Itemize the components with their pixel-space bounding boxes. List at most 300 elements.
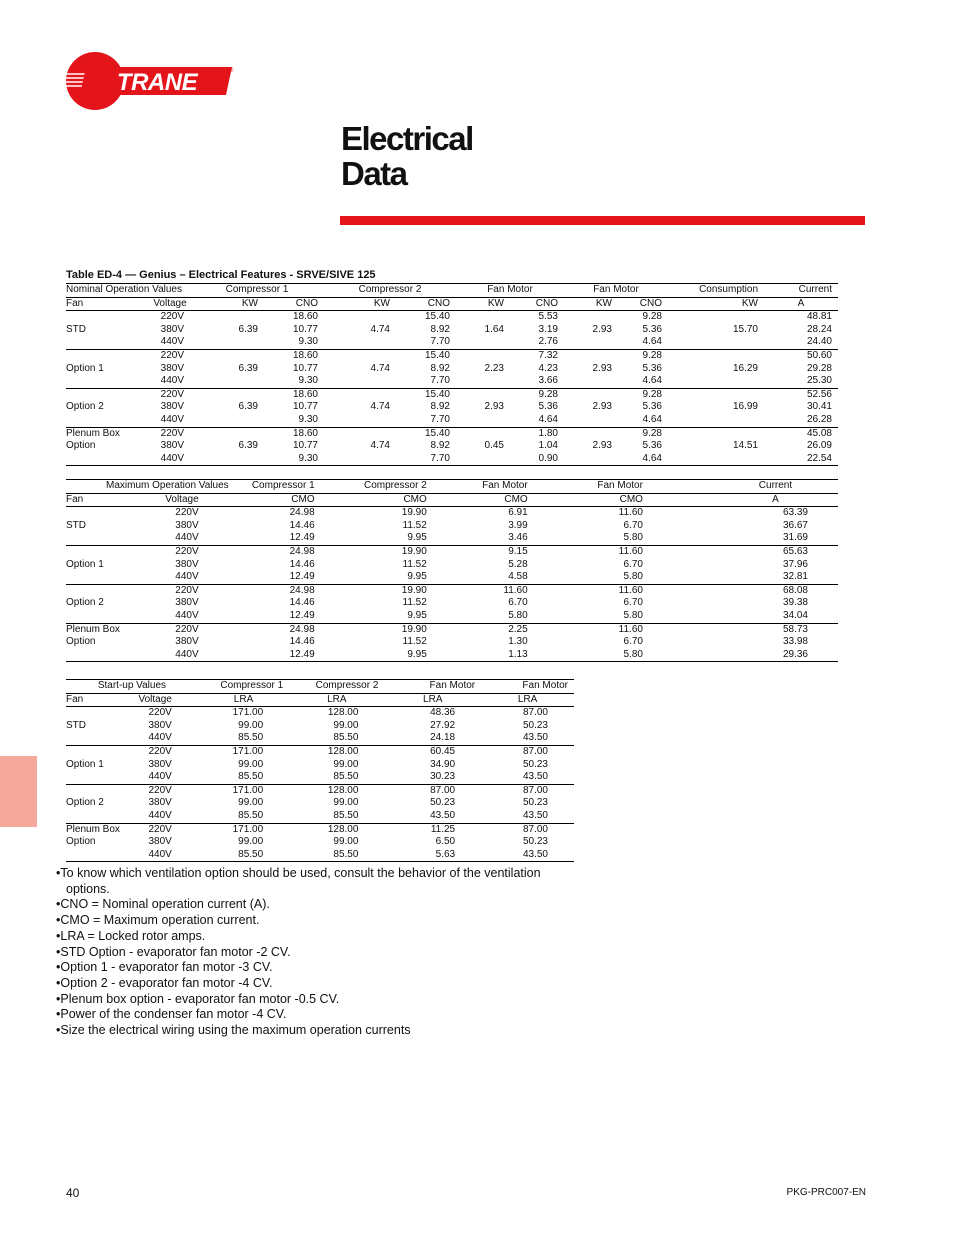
table-cell: 6.91: [457, 507, 558, 520]
table-cell: Fan: [66, 297, 150, 311]
table-cell: Fan: [66, 693, 138, 707]
table-cell: 24.98: [229, 623, 345, 636]
table-cell: 440V: [175, 571, 199, 583]
table-cell: 1.64: [484, 323, 504, 335]
table-cell: 7.70: [430, 413, 450, 425]
table-cell: 9.28: [618, 427, 668, 440]
nominal-operation-table: [66, 283, 838, 466]
table-cell: 24.98: [229, 584, 345, 597]
table-cell: 9.30: [298, 336, 318, 348]
table-cell: [66, 571, 155, 584]
table-cell: 31.69: [782, 532, 808, 544]
title-accent-bar: [340, 216, 865, 225]
table-cell: [668, 427, 764, 440]
table-cell: 99.00: [333, 797, 359, 809]
table-cell: 4.64: [618, 453, 668, 466]
table-cell: 0.45: [484, 440, 504, 452]
table-cell: 220V: [155, 584, 229, 597]
table-cell: 85.50: [198, 849, 289, 862]
table-row: [66, 520, 838, 533]
table-cell: 99.00: [333, 836, 359, 848]
table-cell: 43.50: [522, 732, 548, 744]
table-cell: 15.40: [396, 349, 456, 362]
table-cell: [668, 336, 764, 349]
table-cell: Plenum Box: [66, 427, 150, 440]
table-cell: 22.54: [764, 453, 838, 466]
table-cell: [66, 349, 150, 362]
table-cell: Compressor 1: [190, 284, 324, 298]
table-cell: 220V: [138, 707, 197, 720]
table-cell: 33.98: [782, 636, 808, 648]
table-cell: 63.39: [673, 507, 838, 520]
table-cell: KW: [564, 297, 618, 311]
table-cell: 440V: [148, 732, 172, 744]
table-cell: STD: [66, 519, 86, 531]
table-cell: Option 2: [66, 797, 104, 809]
table-cell: 87.00: [384, 784, 481, 797]
table-cell: 2.93: [484, 401, 504, 413]
table-cell: 0.90: [510, 453, 564, 466]
table-cell: 11.25: [384, 823, 481, 836]
table-cell: Fan: [66, 493, 155, 507]
logo-wordmark: TRANE: [116, 69, 198, 96]
table-cell: 12.49: [289, 571, 315, 583]
table-cell: CNO: [618, 297, 668, 311]
table-cell: 87.00: [481, 707, 574, 720]
table-cell: Fan Motor: [457, 480, 558, 494]
table-cell: 6.39: [238, 401, 258, 413]
table-cell: 9.30: [298, 413, 318, 425]
table-cell: 85.50: [238, 809, 264, 821]
table-cell: 1.04: [538, 440, 558, 452]
table-row: [66, 440, 838, 453]
table-cell: 3.19: [538, 323, 558, 335]
table-cell: 2.93: [592, 401, 612, 413]
table-cell: 380V: [160, 440, 184, 452]
table-cell: 380V: [175, 597, 199, 609]
table-cell: Option 2: [66, 597, 104, 609]
table-row: [66, 559, 838, 572]
table-cell: Compressor 1: [198, 680, 289, 694]
table-cell: Voltage: [150, 297, 190, 311]
table-cell: Option: [66, 636, 96, 648]
table-cell: [66, 545, 155, 558]
table-cell: [66, 453, 150, 466]
table-cell: [564, 375, 618, 388]
table-cell: Fan Motor: [564, 284, 668, 298]
table-cell: 4.74: [370, 401, 390, 413]
table-cell: 39.38: [782, 597, 808, 609]
table-cell: Compressor 2: [324, 284, 456, 298]
table-cell: 440V: [148, 809, 172, 821]
table-cell: 128.00: [289, 707, 384, 720]
table-cell: 1.30: [508, 636, 528, 648]
maximum-operation-table: [66, 479, 838, 662]
table-cell: LRA: [384, 693, 481, 707]
table-cell: 380V: [160, 323, 184, 335]
table-cell: 15.40: [396, 388, 456, 401]
table-cell: [66, 732, 138, 745]
table-cell: 220V: [150, 427, 190, 440]
table-cell: 4.64: [642, 413, 662, 425]
table-row: [66, 545, 838, 558]
section-side-tab: [0, 756, 37, 827]
table-cell: 380V: [160, 362, 184, 374]
table-cell: 4.74: [370, 362, 390, 374]
table-cell: 14.51: [732, 440, 758, 452]
table-cell: 18.60: [264, 311, 324, 324]
table-cell: 9.15: [457, 545, 558, 558]
table-cell: 5.28: [508, 558, 528, 570]
table-cell: 27.92: [430, 719, 456, 731]
table-cell: KW: [668, 297, 764, 311]
table-cell: 1.80: [510, 427, 564, 440]
table-cell: 30.41: [806, 401, 832, 413]
table-cell: 50.23: [522, 758, 548, 770]
note-item: • Power of the condenser fan motor -4 CV.: [56, 1007, 576, 1023]
table-cell: Option 1: [66, 758, 104, 770]
table-cell: 24.18: [430, 732, 456, 744]
table-cell: 11.60: [558, 507, 673, 520]
table-row: [66, 797, 574, 810]
table-cell: [456, 336, 510, 349]
table-cell: 85.50: [289, 849, 384, 862]
table-row: [66, 349, 838, 362]
table-cell: 11.52: [402, 519, 427, 531]
table-cell: 440V: [138, 849, 197, 862]
table-cell: Option 1: [66, 558, 104, 570]
table-row: [66, 597, 838, 610]
table-cell: [66, 375, 150, 388]
table-cell: 26.28: [806, 413, 832, 425]
table-cell: 171.00: [198, 707, 289, 720]
table-row: [66, 836, 574, 849]
table-cell: Maximum Operation Values: [66, 480, 229, 494]
table-cell: 6.50: [435, 836, 456, 848]
table-cell: 128.00: [289, 745, 384, 758]
svg-text:®: ®: [229, 68, 234, 74]
table-cell: 85.50: [333, 771, 359, 783]
table-cell: 29.28: [806, 362, 832, 374]
table-row: [66, 720, 574, 733]
table-cell: 128.00: [289, 823, 384, 836]
table-row: [66, 532, 838, 545]
note-item: • CNO = Nominal operation current (A).: [56, 897, 576, 913]
table-cell: 65.63: [673, 545, 838, 558]
table-row: [66, 363, 838, 376]
note-item: • Option 2 - evaporator fan motor -4 CV.: [56, 976, 576, 992]
table-cell: [324, 427, 396, 440]
table-cell: [456, 453, 510, 466]
table-cell: LRA: [481, 693, 574, 707]
table-row: [66, 810, 574, 823]
table-cell: 2.23: [484, 362, 504, 374]
table-sub-header: [66, 493, 838, 507]
table-cell: 11.52: [402, 558, 427, 570]
table-sub-header: [66, 297, 838, 311]
table-cell: LRA: [289, 693, 384, 707]
table-cell: 380V: [175, 519, 199, 531]
table-cell: 14.46: [289, 636, 315, 648]
table-cell: 50.23: [522, 797, 548, 809]
table-cell: [456, 311, 510, 324]
table-cell: 128.00: [289, 784, 384, 797]
table-cell: 16.29: [732, 362, 758, 374]
table-cell: [564, 349, 618, 362]
table-cell: [190, 453, 264, 466]
table-cell: Option 2: [66, 401, 104, 413]
table-cell: 2.76: [538, 336, 558, 348]
table-cell: 50.23: [430, 797, 456, 809]
table-cell: 18.60: [264, 427, 324, 440]
table-cell: 11.60: [558, 623, 673, 636]
table-cell: 440V: [155, 649, 229, 662]
table-cell: 4.64: [538, 413, 558, 425]
table-cell: 380V: [160, 401, 184, 413]
table-cell: 8.92: [430, 323, 450, 335]
table-row: [66, 707, 574, 720]
table-cell: [324, 414, 396, 427]
document-code: PKG-PRC007-EN: [786, 1187, 866, 1198]
table-row: [66, 401, 838, 414]
table-cell: [564, 311, 618, 324]
start-up-table: [66, 679, 574, 862]
table-cell: Fan Motor: [456, 284, 564, 298]
table-row: [66, 388, 838, 401]
table-cell: 28.24: [806, 323, 832, 335]
table-cell: 30.23: [430, 771, 456, 783]
table-cell: 15.70: [732, 323, 758, 335]
table-cell: 9.28: [510, 388, 564, 401]
table-cell: Voltage: [138, 693, 197, 707]
table-cell: KW: [190, 297, 264, 311]
table-cell: [456, 349, 510, 362]
table-cell: [324, 336, 396, 349]
table-cell: 45.08: [764, 427, 838, 440]
table-cell: 171.00: [198, 745, 289, 758]
table-cell: 36.67: [782, 519, 808, 531]
table-cell: 9.28: [618, 388, 668, 401]
table-cell: 171.00: [198, 823, 289, 836]
table-cell: 9.95: [407, 609, 427, 621]
page-number: 40: [66, 1186, 80, 1200]
table-cell: [66, 336, 150, 349]
note-item: • STD Option - evaporator fan motor -2 CV.: [56, 945, 576, 961]
table-cell: 24.98: [229, 545, 345, 558]
table-cell: Fan Motor: [481, 680, 574, 694]
note-item: • Option 1 - evaporator fan motor -3 CV.: [56, 960, 576, 976]
table-cell: [190, 375, 264, 388]
table-cell: STD: [66, 323, 86, 335]
page-title: [341, 121, 473, 191]
table-cell: [564, 427, 618, 440]
table-row: [66, 623, 838, 636]
table-row: [66, 375, 838, 388]
table-cell: [564, 336, 618, 349]
table-cell: 3.99: [508, 519, 528, 531]
table-cell: 5.80: [623, 532, 643, 544]
table-cell: [190, 388, 264, 401]
table-cell: 5.36: [538, 401, 558, 413]
table-cell: 19.90: [345, 507, 457, 520]
table-cell: 48.81: [764, 311, 838, 324]
table-cell: 7.70: [430, 375, 450, 387]
table-cell: 10.77: [292, 401, 318, 413]
table-cell: 85.50: [333, 732, 359, 744]
table-cell: 52.56: [764, 388, 838, 401]
table-cell: [66, 388, 150, 401]
notes-list: [56, 866, 576, 1039]
table-cell: 19.90: [345, 545, 457, 558]
table-cell: A: [764, 297, 838, 311]
table-cell: 14.46: [289, 519, 315, 531]
table-cell: 25.30: [806, 375, 832, 387]
table-cell: 440V: [148, 771, 172, 783]
table-cell: 24.40: [806, 336, 832, 348]
table-cell: Compressor 1: [229, 480, 345, 494]
table-cell: 6.70: [623, 558, 643, 570]
table-cell: 380V: [175, 558, 199, 570]
table-cell: 50.23: [522, 836, 548, 848]
table-cell: 50.60: [764, 349, 838, 362]
table-cell: 48.36: [384, 707, 481, 720]
table-cell: [66, 414, 150, 427]
table-cell: 380V: [148, 836, 172, 848]
table-cell: Option: [66, 836, 96, 848]
table-cell: CMO: [558, 493, 673, 507]
table-cell: [456, 427, 510, 440]
table-row: [66, 571, 838, 584]
table-cell: 2.93: [592, 440, 612, 452]
table-cell: 12.49: [289, 532, 315, 544]
table-cell: [668, 375, 764, 388]
note-item: • LRA = Locked rotor amps.: [56, 929, 576, 945]
table-cell: 14.46: [289, 558, 315, 570]
table-cell: 15.40: [396, 311, 456, 324]
table-cell: 50.23: [522, 719, 548, 731]
table-row: [66, 732, 574, 745]
table-cell: STD: [66, 719, 86, 731]
table-cell: CNO: [510, 297, 564, 311]
table-row: [66, 636, 838, 649]
table-cell: 9.95: [407, 571, 427, 583]
table-cell: 2.25: [457, 623, 558, 636]
table-cell: 9.30: [264, 453, 324, 466]
note-item: • CMO = Maximum operation current.: [56, 913, 576, 929]
table-cell: 380V: [148, 797, 172, 809]
table-cell: 4.23: [538, 362, 558, 374]
table-row: [66, 823, 574, 836]
table-cell: [66, 649, 155, 662]
table-row: [66, 771, 574, 784]
table-cell: 10.77: [292, 440, 318, 452]
table-cell: [564, 453, 618, 466]
table-cell: [66, 784, 138, 797]
table-cell: 5.80: [558, 649, 673, 662]
table-cell: 220V: [138, 745, 197, 758]
table-cell: [324, 375, 396, 388]
table-cell: 85.50: [238, 771, 264, 783]
table-cell: 220V: [138, 823, 197, 836]
table-cell: 85.50: [333, 809, 359, 821]
table-cell: [66, 532, 155, 545]
page-title-line-1: Electrical: [341, 120, 473, 157]
table-group-header: [66, 284, 838, 298]
table-row: [66, 784, 574, 797]
table-cell: 380V: [148, 719, 172, 731]
table-cell: 24.98: [229, 507, 345, 520]
table-cell: 220V: [155, 545, 229, 558]
table-row: [66, 414, 838, 427]
table-cell: Current: [673, 480, 838, 494]
table-cell: 10.77: [292, 362, 318, 374]
table-cell: [66, 810, 138, 823]
table-group-header: [66, 680, 574, 694]
table-group-header: [66, 480, 838, 494]
table-cell: 9.30: [298, 375, 318, 387]
table-row: [66, 745, 574, 758]
table-cell: [456, 388, 510, 401]
table-cell: 32.81: [782, 571, 808, 583]
table-cell: [324, 453, 396, 466]
table-cell: [190, 427, 264, 440]
table-cell: 5.36: [642, 401, 662, 413]
table-cell: [66, 507, 155, 520]
table-row: [66, 336, 838, 349]
table-cell: 99.00: [333, 719, 359, 731]
table-cell: Compressor 2: [345, 480, 457, 494]
table-row: [66, 324, 838, 337]
table-cell: 5.80: [623, 609, 643, 621]
table-cell: 1.13: [457, 649, 558, 662]
table-cell: 4.64: [642, 336, 662, 348]
table-cell: 5.36: [642, 362, 662, 374]
table-row: [66, 507, 838, 520]
table-cell: [668, 388, 764, 401]
table-cell: 6.70: [623, 519, 643, 531]
table-cell: [456, 414, 510, 427]
table-cell: 440V: [150, 453, 190, 466]
table-cell: KW: [324, 297, 396, 311]
table-cell: CNO: [264, 297, 324, 311]
table-cell: A: [673, 493, 838, 507]
table-cell: 3.66: [538, 375, 558, 387]
table-cell: 8.92: [430, 440, 450, 452]
table-cell: 220V: [138, 784, 197, 797]
table-cell: 16.99: [732, 401, 758, 413]
table-cell: 34.90: [430, 758, 456, 770]
table-cell: 87.00: [481, 784, 574, 797]
note-item: • Size the electrical wiring using the maximum operation currents: [56, 1023, 576, 1039]
table-cell: 60.45: [384, 745, 481, 758]
table-cell: Voltage: [155, 493, 229, 507]
table-cell: [66, 771, 138, 784]
table-cell: 5.36: [642, 440, 662, 452]
table-cell: 7.32: [510, 349, 564, 362]
table-cell: 12.49: [229, 649, 345, 662]
table-cell: 99.00: [238, 758, 264, 770]
table-cell: 4.58: [508, 571, 528, 583]
table-cell: 11.52: [402, 636, 427, 648]
table-cell: Consumption: [668, 284, 764, 298]
table-cell: 440V: [160, 375, 184, 387]
table-cell: 380V: [148, 758, 172, 770]
table-cell: 43.50: [430, 809, 456, 821]
table-cell: 18.60: [264, 349, 324, 362]
trane-logo: [66, 52, 236, 112]
table-cell: [564, 414, 618, 427]
table-cell: [66, 584, 155, 597]
